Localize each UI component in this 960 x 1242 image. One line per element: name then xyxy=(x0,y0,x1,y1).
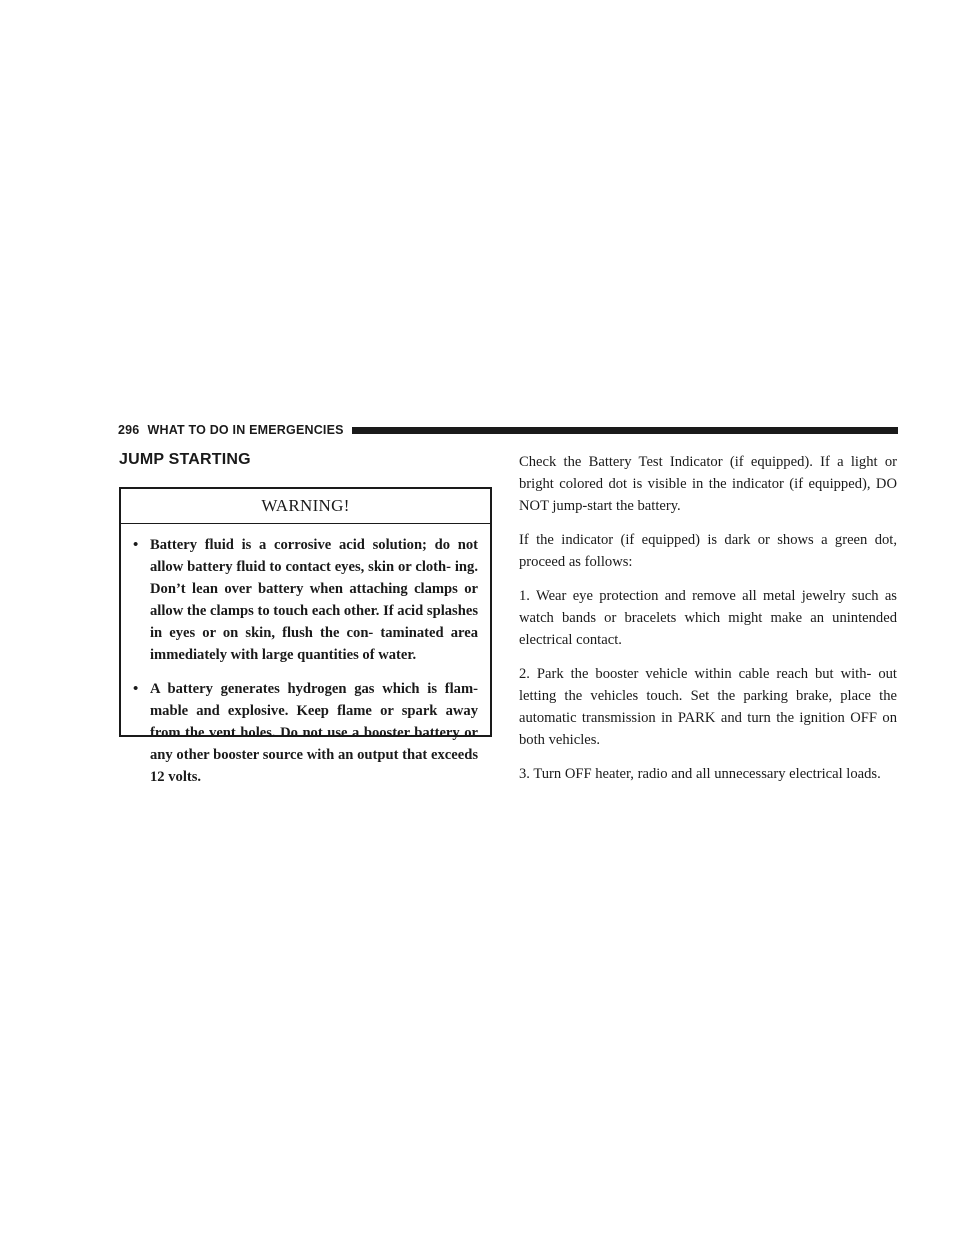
warning-list xyxy=(121,524,490,788)
warning-item xyxy=(133,534,478,666)
running-header xyxy=(118,422,898,438)
step-3-turn-off-loads: 3. Turn OFF heater, radio and all unnecessary electrical loads. xyxy=(519,766,881,782)
paragraph-battery-test-indicator: Check the Battery Test Indicator (if equipped). If a light or bright colored dot is visible in the indicator (if equipped), DO NOT jump-start the battery. xyxy=(519,454,897,514)
section-name: WHAT TO DO IN EMERGENCIES xyxy=(147,423,344,437)
warning-text: Battery fluid is a corrosive acid solution; do not allow battery fluid to contact eyes, skin or cloth- ing. Don’t lean over battery when attaching clamps or allow the clamps to touch each other. If acid splashes in eyes or on skin, flush the con- taminated area immediately with large quantities of water. xyxy=(150,537,478,663)
warning-item xyxy=(133,678,478,788)
warning-box xyxy=(119,487,492,785)
bullet-icon: • xyxy=(133,537,139,553)
bullet-icon: • xyxy=(133,681,139,697)
page-number: 296 xyxy=(118,423,140,437)
warning-text: A battery generates hydrogen gas which is flam- mable and explosive. Keep flame or spark away from the vent holes. Do not use a booster battery or any other booster source with an output that exceeds 12 volts. xyxy=(150,681,478,785)
step-2-park-booster-vehicle: 2. Park the booster vehicle within cable reach but with- out letting the vehicles touch. Set the parking brake, place the automatic transmission in PARK and turn the ignition OFF on both vehicles. xyxy=(519,666,897,748)
step-1-eye-protection: 1. Wear eye protection and remove all metal jewelry such as watch bands or bracelets which might make an unintended electrical contact. xyxy=(519,588,897,648)
warning-title: WARNING! xyxy=(121,489,490,524)
paragraph-indicator-dark: If the indicator (if equipped) is dark or shows a green dot, proceed as follows: xyxy=(519,532,897,570)
right-column xyxy=(519,451,897,797)
header-rule xyxy=(352,427,898,434)
section-heading: JUMP STARTING xyxy=(119,451,251,468)
